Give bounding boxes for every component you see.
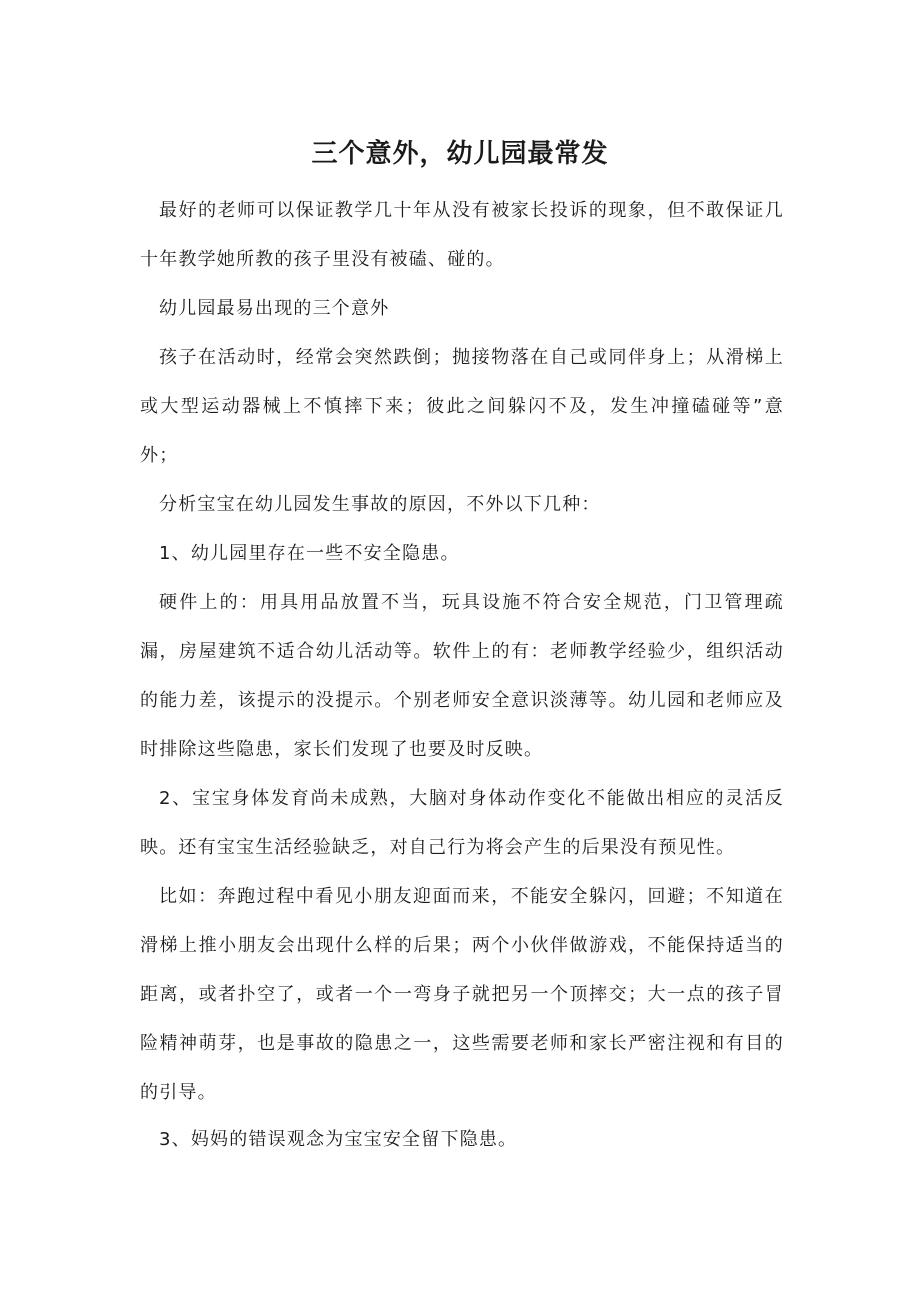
paragraph-cause-1: 1、幼儿园里存在一些不安全隐患。 xyxy=(159,543,460,564)
paragraph-hardware-software: 硬件上的：用具用品放置不当，玩具设施不符合安全规范，门卫管理疏漏，房屋建筑不适合幼儿活动等。软件上的有：老师教学经验少，组织活动的能力差，该提示的没提示。个别老师安全意识淡薄等。幼儿园和老师应及时排除这些隐患，家长们发现了也要及时反映。 xyxy=(140,592,784,760)
document-title: 三个意外，幼儿园最常发 xyxy=(311,139,609,169)
paragraph-intro: 最好的老师可以保证教学几十年从没有被家长投诉的现象，但不敢保证几十年教学她所教的孩子里没有被磕、碰的。 xyxy=(140,200,784,270)
paragraph-subheading: 幼儿园最易出现的三个意外 xyxy=(159,298,390,319)
paragraph-accidents: 孩子在活动时，经常会突然跌倒；抛接物落在自己或同伴身上；从滑梯上或大型运动器械上不慎摔下来；彼此之间躲闪不及，发生冲撞磕碰等”意外； xyxy=(140,347,784,466)
paragraph-examples: 比如：奔跑过程中看见小朋友迎面而来，不能安全躲闪，回避；不知道在滑梯上推小朋友会出现什么样的后果；两个小伙伴做游戏，不能保持适当的距离，或者扑空了，或者一个一弯身子就把另一个顶摔交；大一点的孩子冒险精神萌芽，也是事故的隐患之一，这些需要老师和家长严密注视和有目的的引导。 xyxy=(140,886,784,1103)
paragraph-cause-3: 3、妈妈的错误观念为宝宝安全留下隐患。 xyxy=(159,1129,518,1150)
document-body xyxy=(140,186,784,1164)
paragraph-cause-2: 2、宝宝身体发育尚未成熟，大脑对身体动作变化不能做出相应的灵活反映。还有宝宝生活经验缺乏，对自己行为将会产生的后果没有预见性。 xyxy=(140,788,784,858)
paragraph-causes-intro: 分析宝宝在幼儿园发生事故的原因，不外以下几种： xyxy=(159,494,601,515)
